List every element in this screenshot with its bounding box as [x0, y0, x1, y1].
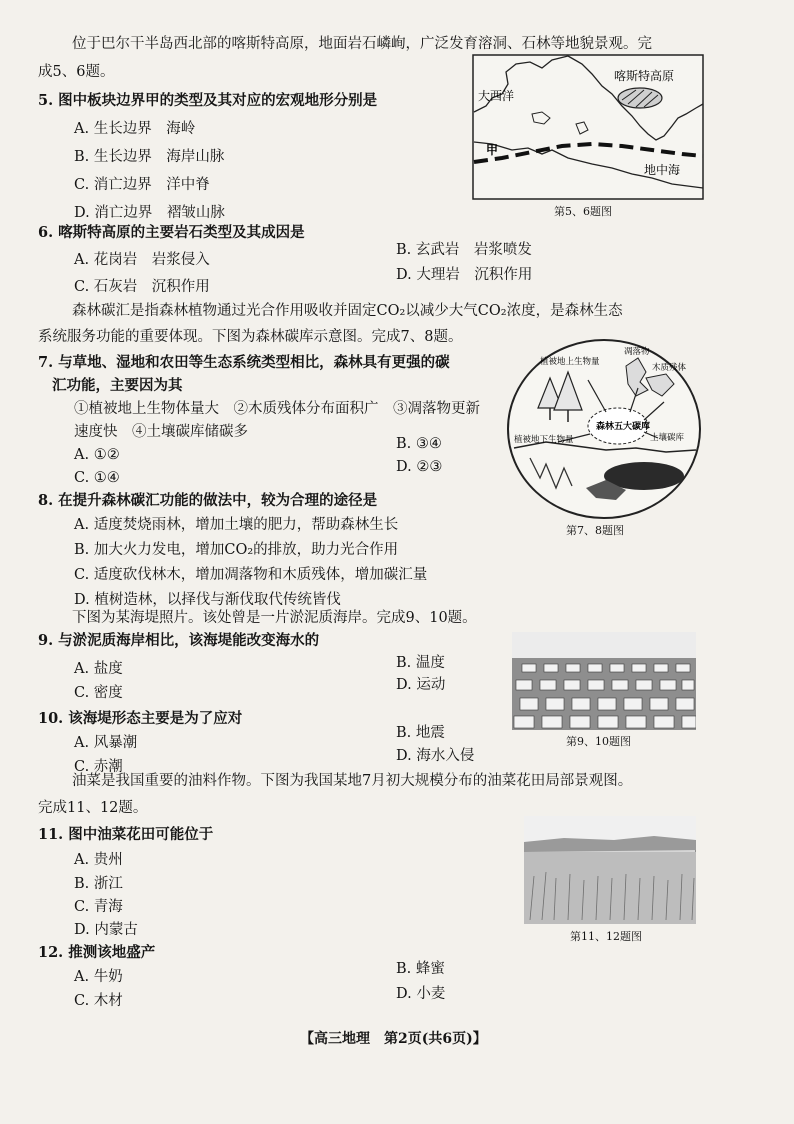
q10-stem: 10. 该海堤形态主要是为了应对 [38, 710, 243, 727]
intro-11-12-line1: 油菜是我国重要的油料作物。下图为我国某地7月初大规模分布的油菜花田局部景观图。 [72, 773, 633, 789]
q7-items-line2: 速度快 ④土壤碳库储碳多 [74, 424, 248, 440]
label-five-carbon-pools: 森林五大碳库 [596, 422, 651, 432]
q8-option-b: B. 加大火力发电，增加CO₂的排放，助力光合作用 [74, 542, 399, 558]
page-footer: 【高三地理 第2页(共6页)】 [300, 1031, 487, 1047]
figure-5-6-caption: 第5、6题图 [554, 205, 612, 218]
q9-option-a: A. 盐度 [74, 661, 123, 677]
q6-option-b: B. 玄武岩 岩浆喷发 [396, 242, 532, 258]
q12-option-a: A. 牛奶 [74, 969, 123, 985]
q7-option-b: B. ③④ [396, 436, 442, 452]
intro-7-8-line2: 系统服务功能的重要体现。下图为森林碳库示意图。完成7、8题。 [38, 329, 463, 345]
intro-5-6-line2: 成5、6题。 [38, 64, 115, 80]
q6-option-c: C. 石灰岩 沉积作用 [74, 279, 210, 295]
q7-items-line1: ①植被地上生物体量大 ②木质残体分布面积广 ③凋落物更新 [74, 401, 480, 417]
figure-5-6-map [472, 54, 704, 200]
intro-11-12-line2: 完成11、12题。 [38, 800, 148, 816]
q9-option-b: B. 温度 [396, 655, 445, 671]
q7-stem-line2: 汇功能，主要因为其 [52, 377, 183, 394]
intro-7-8-line1: 森林碳汇是指森林植物通过光合作用吸收并固定CO₂以减少大气CO₂浓度，是森林生态 [72, 303, 623, 319]
label-below-ground-biomass: 植被地下生物量 [514, 435, 574, 445]
q8-option-c: C. 适度砍伐林木，增加凋落物和木质残体，增加碳汇量 [74, 567, 428, 583]
q12-option-c: C. 木材 [74, 993, 123, 1009]
q10-option-a: A. 风暴潮 [74, 735, 138, 751]
q10-option-d: D. 海水入侵 [396, 748, 475, 764]
q5-option-b: B. 生长边界 海岸山脉 [74, 149, 225, 165]
figure-11-12-rapeseed-photo [524, 816, 696, 924]
q6-stem: 6. 喀斯特高原的主要岩石类型及其成因是 [38, 224, 305, 241]
figure-9-10-caption: 第9、10题图 [566, 735, 631, 748]
q10-option-b: B. 地震 [396, 725, 445, 741]
q8-stem: 8. 在提升森林碳汇功能的做法中，较为合理的途径是 [38, 492, 378, 509]
map-svg [472, 54, 704, 200]
q5-stem: 5. 图中板块边界甲的类型及其对应的宏观地形分别是 [38, 92, 378, 109]
figure-11-12-caption: 第11、12题图 [570, 930, 642, 943]
q12-option-b: B. 蜂蜜 [396, 961, 445, 977]
q6-option-d: D. 大理岩 沉积作用 [396, 267, 533, 283]
q10-option-c: C. 赤潮 [74, 759, 123, 775]
label-litter: 凋落物 [624, 347, 650, 357]
label-atlantic: 大西洋 [478, 89, 515, 103]
seawall-photo-svg [512, 632, 696, 730]
label-woody-debris: 木质残体 [652, 363, 687, 373]
figure-9-10-seawall-photo [512, 632, 696, 730]
q8-option-a: A. 适度焚烧雨林，增加土壤的肥力，帮助森林生长 [74, 517, 399, 533]
label-mediterranean: 地中海 [644, 163, 681, 177]
label-soil-carbon: 土壤碳库 [650, 433, 685, 443]
q11-stem: 11. 图中油菜花田可能位于 [38, 826, 214, 843]
label-plateau: 喀斯特高原 [614, 69, 675, 83]
q7-option-a: A. ①② [74, 447, 120, 463]
intro-5-6-line1: 位于巴尔干半岛西北部的喀斯特高原，地面岩石嶙峋，广泛发育溶洞、石林等地貌景观。完 [72, 36, 652, 52]
q11-option-a: A. 贵州 [74, 852, 123, 868]
figure-7-8-caption: 第7、8题图 [566, 524, 624, 537]
q11-option-c: C. 青海 [74, 899, 123, 915]
q9-option-c: C. 密度 [74, 685, 123, 701]
q7-stem-line1: 7. 与草地、湿地和农田等生态系统类型相比，森林具有更强的碳 [38, 354, 450, 371]
q8-option-d: D. 植树造林，以择伐与渐伐取代传统皆伐 [74, 592, 341, 608]
carbon-pools-svg [506, 338, 702, 520]
intro-9-10: 下图为某海堤照片。该处曾是一片淤泥质海岸。完成9、10题。 [72, 610, 477, 626]
q6-option-a: A. 花岗岩 岩浆侵入 [74, 252, 210, 268]
q9-option-d: D. 运动 [396, 677, 446, 693]
figure-7-8-carbon-pools [506, 338, 702, 520]
rapeseed-photo-svg [524, 816, 696, 924]
q5-option-d: D. 消亡边界 褶皱山脉 [74, 205, 225, 221]
q7-option-d: D. ②③ [396, 459, 443, 475]
q11-option-d: D. 内蒙古 [74, 922, 138, 938]
q11-option-b: B. 浙江 [74, 876, 123, 892]
q5-option-c: C. 消亡边界 洋中脊 [74, 177, 210, 193]
q7-option-c: C. ①④ [74, 470, 120, 486]
q12-option-d: D. 小麦 [396, 986, 446, 1002]
q12-stem: 12. 推测该地盛产 [38, 944, 156, 961]
q9-stem: 9. 与淤泥质海岸相比，该海堤能改变海水的 [38, 632, 320, 649]
label-jia: 甲 [486, 143, 499, 157]
q5-option-a: A. 生长边界 海岭 [74, 121, 196, 137]
label-above-ground-biomass: 植被地上生物量 [540, 357, 600, 367]
